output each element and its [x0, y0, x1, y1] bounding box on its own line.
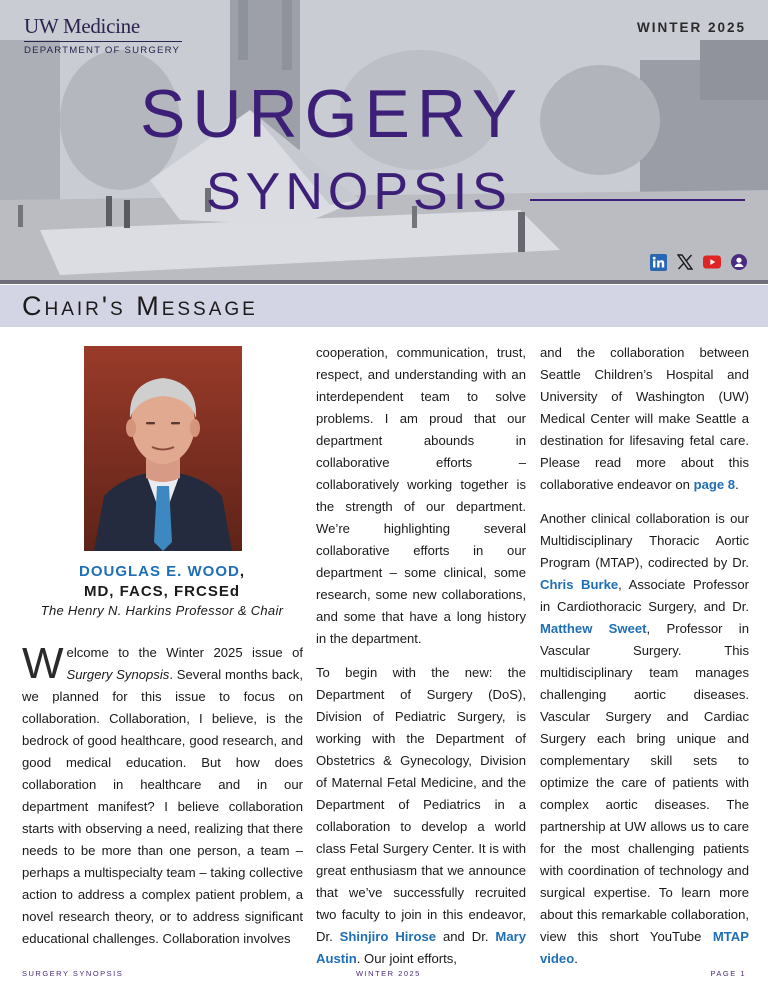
text-run: , Professor in Vascular Surgery. This multidisciplinary team manages challenging aortic diseases. Vascular Surgery and Cardiac Surgery each bring unique and complementary skill sets to optimize the care of patients with complex aortic diseases. The partnership at UW allows us to care for the most challenging patients with coordination of technology and surgical expertise. To learn more about this remarkable collaboration, view this short YouTube	[540, 621, 750, 944]
paragraph: cooperation, communication, trust, respect, and understanding with an interdependent team to solve problems. I am proud that our department abounds in collaborative efforts – collaboratively working together is the strength of our department. We’re highlighting several collaborative efforts in our department – some clinical, some research, some new collaborations, and some that have a long history in the department.	[316, 345, 526, 646]
masthead-title: SURGERY	[140, 76, 525, 152]
link-chris-burke[interactable]: Chris Burke	[540, 577, 619, 592]
author-name: DOUGLAS E. WOOD	[78, 563, 240, 580]
logo-department: DEPARTMENT OF SURGERY	[24, 45, 181, 56]
x-icon[interactable]	[676, 253, 694, 271]
text-run: .	[574, 951, 578, 966]
paragraph	[540, 342, 749, 496]
banner-bottom-rule	[0, 280, 768, 284]
social-links	[649, 253, 748, 271]
logo-divider	[24, 41, 182, 42]
profile-icon[interactable]	[730, 253, 748, 271]
masthead-subtitle: SYNOPSIS	[206, 163, 512, 221]
text-run: and Dr.	[436, 929, 496, 944]
footer-issue: WINTER 2025	[356, 969, 421, 978]
header-banner	[0, 0, 768, 284]
article-column-1	[22, 639, 303, 950]
masthead-rule	[530, 199, 745, 201]
publication-name: Surgery Synopsis	[66, 667, 170, 682]
text-run: .	[735, 477, 739, 492]
author-name-comma: ,	[239, 563, 245, 580]
logo-wordmark: UW Medicine	[24, 14, 140, 38]
author-credentials: MD, FACS, FRCSEd	[83, 583, 240, 600]
section-title: Chair's Message	[22, 291, 258, 321]
link-page-8[interactable]: page 8	[693, 477, 736, 492]
article-column-3	[540, 342, 749, 970]
author-title: The Henry N. Harkins Professor & Chair	[40, 603, 284, 618]
footer-publication: SURGERY SYNOPSIS	[22, 969, 124, 978]
link-matthew-sweet[interactable]: Matthew Sweet	[540, 621, 647, 636]
link-mtap-video[interactable]: MTAP video	[540, 929, 749, 966]
text-run: elcome to the Winter 2025 issue of	[66, 645, 303, 660]
paragraph	[540, 508, 749, 970]
paragraph	[22, 639, 303, 950]
text-run: To begin with the new: the Department of Surgery (DoS), Division of Pediatric Surgery, is working with the Department of Obstetrics & Gynecology, Division of Maternal Fetal Medicine, and the Department of Pediatrics in a collaboration to develop a world class Fetal Surgery Center. It is with great enthusiasm that we announce that we’ve successfully recruited two faculty to join in this endeavor, Dr.	[316, 665, 526, 944]
youtube-icon[interactable]	[703, 253, 721, 271]
link-mary-austin[interactable]: Mary Austin	[316, 929, 526, 966]
text-run: . Our joint efforts,	[356, 951, 457, 966]
footer-page-number: PAGE 1	[710, 969, 746, 978]
drop-cap: W	[22, 639, 64, 688]
uw-medicine-logo[interactable]	[24, 16, 184, 56]
author-caption	[28, 563, 296, 618]
text-run: , Associate Professor in Cardiothoracic Surgery, and Dr.	[540, 577, 749, 614]
issue-label: WINTER 2025	[636, 20, 746, 35]
article-column-2	[316, 342, 526, 970]
linkedin-icon[interactable]	[649, 253, 667, 271]
link-shinjiro-hirose[interactable]: Shinjiro Hirose	[339, 929, 437, 944]
paragraph	[316, 662, 526, 970]
text-run: and the collaboration between Seattle Children’s Hospital and University of Washington (UW) Medical Center will make Seattle a destination for lifesaving fetal care. Please read more about this collaborative endeavor on	[540, 345, 749, 492]
text-run: Another clinical collaboration is our Multidisciplinary Thoracic Aortic Program (MTAP), codirected by Dr.	[540, 511, 749, 570]
text-run: . Several months back, we planned for this issue to focus on collaboration. Collaboration, I believe, is the bedrock of good healthcare, good research, and good medical education. But how does collaboration in healthcare and in our department manifest? I believe collaboration starts with observing a need, realizing that there needs to be more than one person, a team – perhaps a multispecialty team – taking collective action to address a complex patient problem, a novel research theory, or to address significant educational challenges. Collaboration involves	[22, 667, 303, 946]
author-portrait	[84, 346, 242, 551]
